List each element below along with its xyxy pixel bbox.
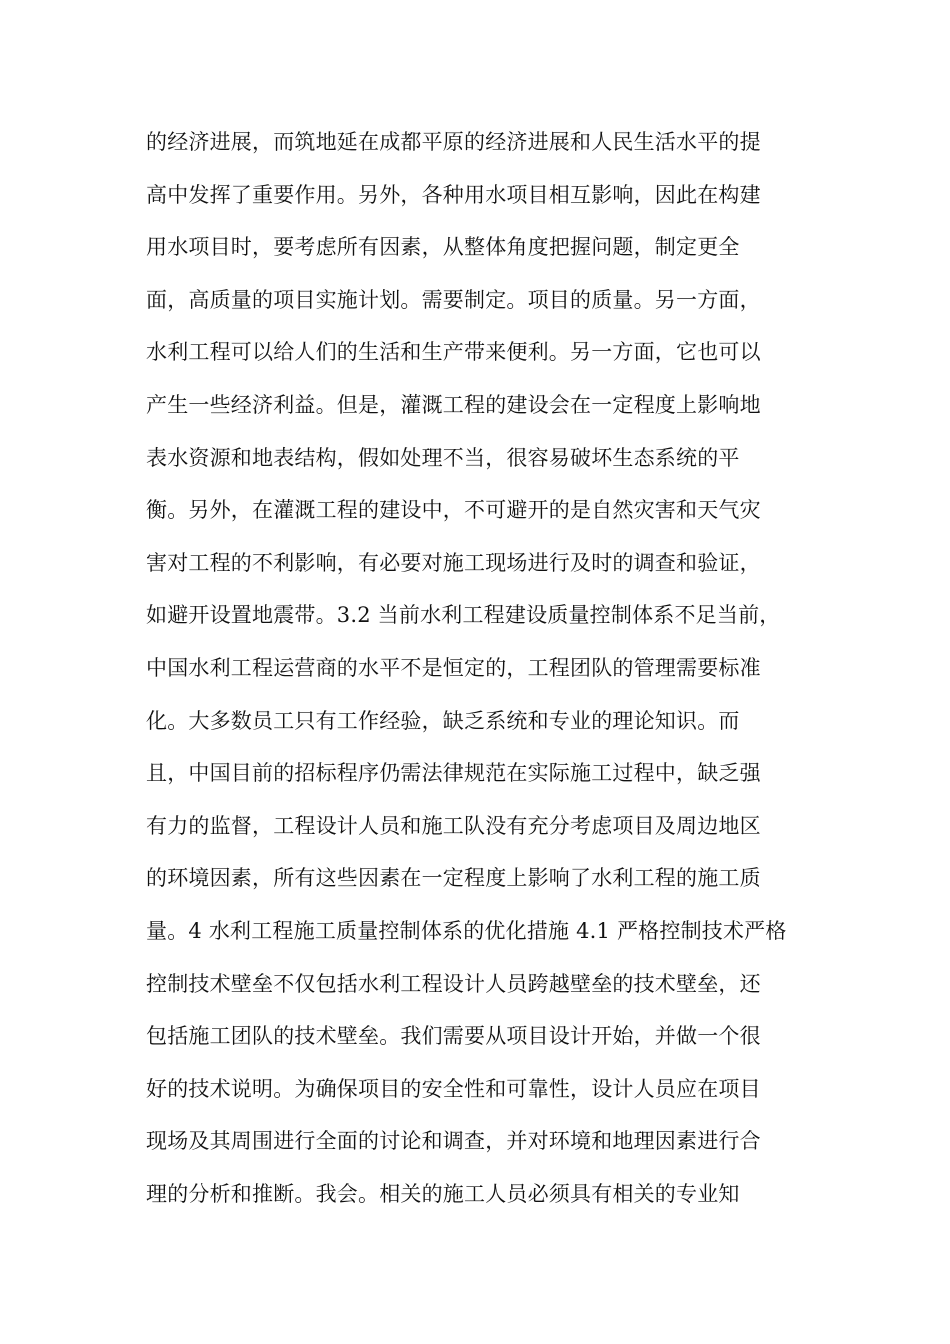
text-line: 量。4 水利工程施工质量控制体系的优化措施 4.1 严格控制技术严格 (146, 918, 787, 943)
text-line: 化。大多数员工只有工作经验，缺乏系统和专业的理论知识。而 (146, 708, 740, 733)
text-line: 好的技术说明。为确保项目的安全性和可靠性，设计人员应在项目 (146, 1076, 761, 1101)
text-line: 表水资源和地表结构，假如处理不当，很容易破坏生态系统的平 (146, 445, 740, 470)
text-line: 产生一些经济利益。但是，灌溉工程的建设会在一定程度上影响地 (146, 392, 761, 417)
text-line: 衡。另外，在灌溉工程的建设中，不可避开的是自然灾害和天气灾 (146, 498, 761, 523)
text-line: 有力的监督，工程设计人员和施工队没有充分考虑项目及周边地区 (146, 813, 761, 838)
text-line: 且，中国目前的招标程序仍需法律规范在实际施工过程中，缺乏强 (146, 761, 761, 786)
text-line: 的环境因素，所有这些因素在一定程度上影响了水利工程的施工质 (146, 866, 761, 891)
body-text (146, 116, 816, 1220)
text-line: 如避开设置地震带。3.2 当前水利工程建设质量控制体系不足当前， (146, 603, 781, 628)
text-line: 用水项目时，要考虑所有因素，从整体角度把握问题，制定更全 (146, 235, 740, 260)
text-line: 水利工程可以给人们的生活和生产带来便利。另一方面，它也可以 (146, 340, 761, 365)
text-line: 的经济进展，而筑地延在成都平原的经济进展和人民生活水平的提 (146, 130, 761, 154)
text-line: 控制技术壁垒不仅包括水利工程设计人员跨越壁垒的技术壁垒，还 (146, 971, 761, 996)
text-line: 面，高质量的项目实施计划。需要制定。项目的质量。另一方面， (146, 287, 761, 312)
text-line: 理的分析和推断。我会。相关的施工人员必须具有相关的专业知 (146, 1181, 740, 1206)
text-line: 害对工程的不利影响，有必要对施工现场进行及时的调查和验证， (146, 550, 761, 575)
text-line: 高中发挥了重要作用。另外，各种用水项目相互影响，因此在构建 (146, 182, 761, 207)
text-line: 中国水利工程运营商的水平不是恒定的，工程团队的管理需要标准 (146, 655, 761, 680)
text-line: 包括施工团队的技术壁垒。我们需要从项目设计开始，并做一个很 (146, 1024, 761, 1049)
text-line: 现场及其周围进行全面的讨论和调查，并对环境和地理因素进行合 (146, 1129, 761, 1154)
